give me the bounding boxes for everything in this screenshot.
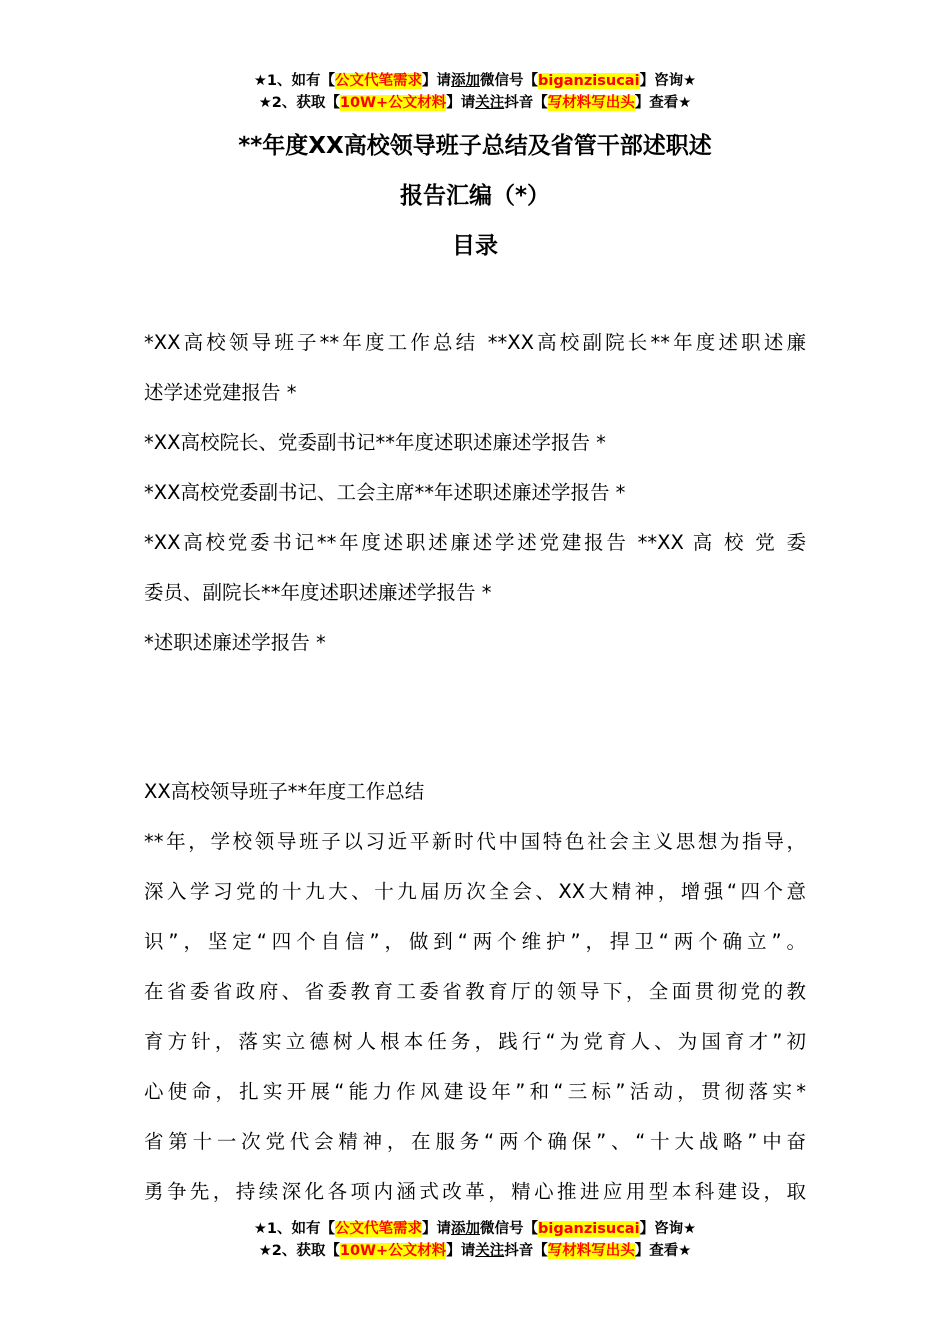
- promo-text: 】请: [446, 95, 476, 111]
- promo-text: ★2、获取【: [258, 95, 340, 111]
- promo-banner-bottom: [0, 1218, 950, 1262]
- promo-text: ★1、如有【: [253, 1221, 336, 1237]
- promo-highlight: biganzisucai: [538, 1221, 640, 1237]
- promo-underline: 添加: [451, 1221, 481, 1237]
- promo-banner-top: [0, 70, 950, 114]
- document-title-line-1: **年度XX高校领导班子总结及省管干部述职述: [238, 133, 712, 159]
- toc-line: 委员、副院长**年度述职述廉述学报告 *: [144, 581, 492, 604]
- promo-highlight: 10W+公文材料: [339, 1243, 447, 1259]
- promo-text: 】请: [422, 73, 452, 89]
- body-line: 识”，坚定“四个自信”，做到“两个维护”，捍卫“两个确立”。: [144, 930, 806, 953]
- promo-highlight: 写材料写出头: [547, 1243, 635, 1259]
- section-heading: XX高校领导班子**年度工作总结: [144, 780, 425, 803]
- toc-line: 述学述党建报告 *: [144, 381, 297, 404]
- body-line: **年，学校领导班子以习近平新时代中国特色社会主义思想为指导，: [144, 830, 806, 853]
- promo-text: 】查看★: [634, 1243, 692, 1259]
- promo-text: 微信号【: [480, 1221, 539, 1237]
- promo-text: 】请: [422, 1221, 452, 1237]
- document-title-line-2: 报告汇编（*）: [399, 183, 551, 209]
- body-line: 在省委省政府、省委教育工委省教育厅的领导下，全面贯彻党的教: [144, 980, 806, 1003]
- promo-line-1: [0, 70, 950, 92]
- body-line: 育方针，落实立德树人根本任务，践行“为党育人、为国育才”初: [144, 1030, 806, 1053]
- body-line: 省第十一次党代会精神，在服务“两个确保”、“十大战略”中奋: [144, 1130, 806, 1153]
- promo-text: 微信号【: [480, 73, 539, 89]
- promo-highlight: 公文代笔需求: [335, 1221, 423, 1237]
- body-line: 心使命，扎实开展“能力作风建设年”和“三标”活动，贯彻落实*: [144, 1080, 806, 1103]
- promo-text: 抖音【: [504, 95, 548, 111]
- promo-text: 抖音【: [504, 1243, 548, 1259]
- toc-line: *述职述廉述学报告 *: [144, 631, 326, 654]
- toc-line: *XX高校院长、党委副书记**年度述职述廉述学报告 *: [144, 431, 606, 454]
- body-line: 勇争先，持续深化各项内涵式改革，精心推进应用型本科建设，取: [144, 1180, 806, 1203]
- promo-text: ★1、如有【: [253, 73, 336, 89]
- promo-text: 】查看★: [634, 95, 692, 111]
- promo-line-1: [0, 1218, 950, 1240]
- promo-line-2: [0, 1240, 950, 1262]
- promo-highlight: 写材料写出头: [547, 95, 635, 111]
- promo-highlight: biganzisucai: [538, 73, 640, 89]
- toc-heading: 目录: [452, 233, 498, 259]
- promo-highlight: 公文代笔需求: [335, 73, 423, 89]
- promo-underline: 关注: [475, 95, 505, 111]
- toc-line: *XX高校领导班子**年度工作总结 **XX高校副院长**年度述职述廉: [144, 331, 806, 354]
- promo-underline: 关注: [475, 1243, 505, 1259]
- promo-underline: 添加: [451, 73, 481, 89]
- toc-line: *XX高校党委书记**年度述职述廉述学述党建报告 **XX 高 校 党 委: [144, 531, 806, 554]
- promo-line-2: [0, 92, 950, 114]
- body-line: 深入学习党的十九大、十九届历次全会、XX大精神，增强“四个意: [144, 880, 806, 903]
- promo-text: 】咨询★: [639, 73, 697, 89]
- promo-text: 】咨询★: [639, 1221, 697, 1237]
- promo-text: ★2、获取【: [258, 1243, 340, 1259]
- toc-line: *XX高校党委副书记、工会主席**年述职述廉述学报告 *: [144, 481, 626, 504]
- promo-text: 】请: [446, 1243, 476, 1259]
- promo-highlight: 10W+公文材料: [339, 95, 447, 111]
